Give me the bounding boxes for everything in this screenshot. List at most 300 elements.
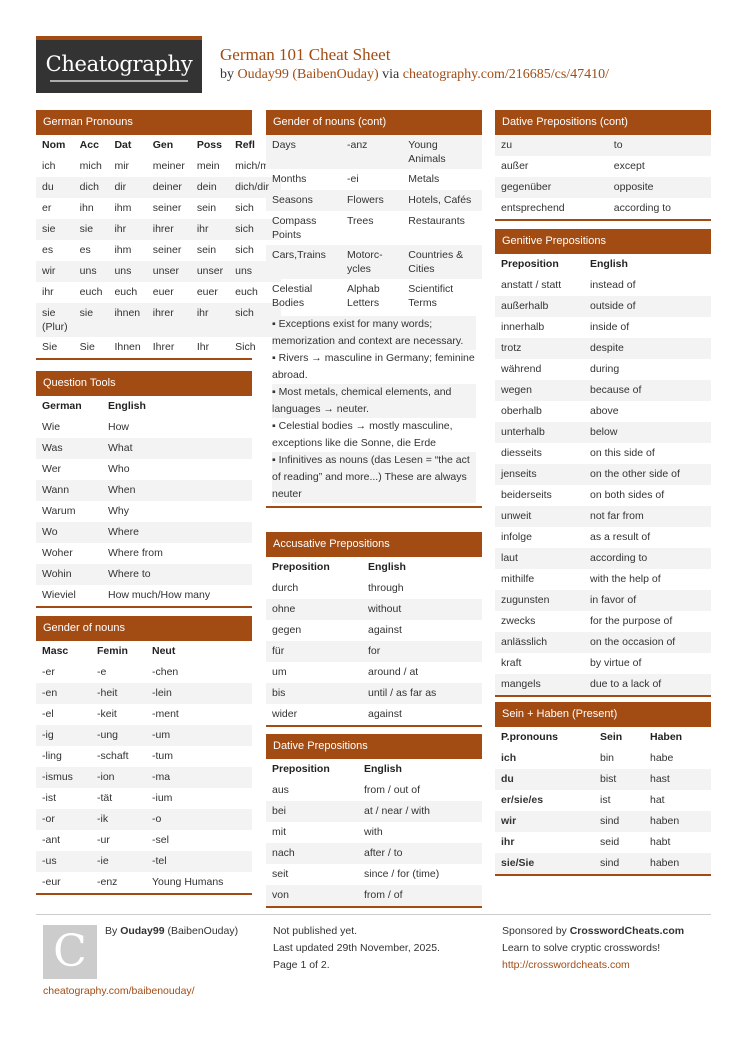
table-cell: ihm [114, 244, 132, 256]
profile-link[interactable]: cheatography.com/baibenouday/ [43, 985, 195, 997]
table-cell: mir [114, 160, 130, 172]
note-item: ▪ Rivers → masculine in Germany; feminine abroad. [272, 352, 475, 381]
table-cell: Young Humans [152, 876, 224, 888]
table-cell: nach [272, 847, 295, 859]
footer-author [105, 923, 238, 940]
table-cell: mich [79, 160, 102, 172]
gender-cont-rows [266, 135, 482, 313]
table-cell: ihr [196, 223, 209, 235]
table-cell: sich [235, 223, 254, 235]
table-cell: trotz [501, 342, 522, 354]
header-cell: Sein [600, 731, 623, 743]
table-row [36, 683, 252, 704]
table-cell: -el [42, 708, 54, 720]
table-cell: -eur [42, 876, 61, 888]
table-cell: Wie [42, 421, 61, 433]
footer-status [273, 923, 440, 974]
table-cell: wider [272, 708, 298, 720]
dative-cont-rows [495, 135, 711, 219]
table-cell: Sie [42, 341, 58, 353]
table-cell: meiner [152, 160, 185, 172]
accusative-rows [266, 578, 482, 725]
table-row [495, 790, 711, 811]
table-row [495, 611, 711, 632]
table-cell: Sich [235, 341, 256, 353]
table-cell: dir [114, 181, 127, 193]
table-row [36, 872, 252, 893]
table-cell: Wohin [42, 568, 72, 580]
table-cell: infolge [501, 531, 532, 543]
table-row [495, 275, 711, 296]
table-cell: according to [590, 552, 648, 564]
table-cell: through [368, 582, 404, 594]
table-cell: Wo [42, 526, 58, 538]
sponsor-name[interactable]: CrosswordCheats.com [569, 925, 685, 937]
sheet-url-link[interactable]: cheatography.com/216685/cs/47410/ [402, 67, 610, 82]
table-row [36, 501, 252, 522]
table-cell: von [272, 889, 289, 901]
table-header-row [495, 727, 711, 748]
table-cell: Warum [42, 505, 76, 517]
table-cell: euer [152, 286, 174, 298]
table-cell: -ion [97, 771, 115, 783]
table-row [266, 683, 482, 704]
table-cell: Wieviel [42, 589, 76, 601]
table-cell: to [613, 139, 623, 151]
table-cell: -ig [42, 729, 54, 741]
box-title: Genitive Prepositions [495, 229, 711, 254]
table-cell: habe [650, 752, 674, 764]
table-cell: -er [42, 666, 55, 678]
note-text: Rivers → masculine in Germany; feminine abroad. [272, 352, 475, 381]
table-cell: gegen [272, 624, 302, 636]
table-row [495, 422, 711, 443]
header-cell: English [368, 561, 406, 573]
table-row [495, 135, 711, 156]
table-cell: for the purpose of [590, 615, 673, 627]
table-cell: dich [79, 181, 99, 193]
header-cell: German [42, 400, 82, 412]
table-cell: -ium [152, 792, 173, 804]
sein-haben-box [495, 702, 711, 876]
author-link[interactable]: Ouday99 (BaibenOuday) [237, 67, 379, 82]
table-row [36, 417, 252, 438]
table-cell: zwecks [501, 615, 536, 627]
table-cell: ihrer [152, 223, 174, 235]
table-cell: sich [235, 307, 254, 319]
genitive-rows [495, 275, 711, 695]
table-cell: sie [79, 307, 94, 319]
author-avatar: C [43, 925, 97, 979]
header-cell: Poss [196, 139, 222, 151]
header-cell: Preposition [272, 763, 330, 775]
table-cell: wir [42, 265, 56, 277]
table-cell: um [272, 666, 287, 678]
table-cell: inside of [590, 321, 630, 333]
table-cell: Hotels, Cafés [408, 194, 472, 206]
table-cell: opposite [613, 181, 654, 193]
table-cell: from / out of [364, 784, 421, 796]
table-row [495, 769, 711, 790]
table-cell: -lein [152, 687, 172, 699]
logo-underline [50, 80, 188, 82]
gender-rows [36, 662, 252, 893]
footer-by-label: By [105, 925, 118, 937]
table-row [495, 177, 711, 198]
table-cell: mich/mir [235, 160, 275, 172]
table-cell: Months [272, 173, 307, 185]
table-header-row [495, 254, 711, 275]
table-cell: Ihr [196, 341, 210, 353]
table-cell: haben [650, 857, 680, 869]
table-cell: How much/How many [108, 589, 211, 601]
table-cell: during [590, 363, 620, 375]
dative-cont-table [495, 135, 711, 219]
note-text: Infinitives as nouns (das Lesen = “the act of reading” and more...) These are always neuter [272, 454, 470, 500]
table-cell: -ur [97, 834, 110, 846]
table-cell: according to [613, 202, 671, 214]
table-cell: außer [501, 160, 529, 172]
table-cell: -tel [152, 855, 167, 867]
table-header-row [266, 557, 482, 578]
table-cell: Cars,Trains [272, 249, 326, 261]
table-cell: except [613, 160, 645, 172]
table-cell: ihnen [114, 307, 141, 319]
table-row [495, 338, 711, 359]
table-cell: euch [235, 286, 258, 298]
footer-author-name[interactable]: Ouday99 [120, 925, 165, 937]
note-text: Exceptions exist for many words; memorization and context are necessary. [272, 318, 464, 347]
table-row [36, 788, 252, 809]
table-cell: anstatt / statt [501, 279, 562, 291]
table-cell: -ik [97, 813, 109, 825]
header-cell: Masc [42, 645, 69, 657]
table-cell: bin [600, 752, 615, 764]
via-label: via [382, 67, 400, 82]
table-cell: Celestial Bodies [272, 283, 313, 309]
table-cell: uns [79, 265, 97, 277]
table-cell: Motorc-ycles [347, 249, 383, 275]
table-cell: seid [600, 836, 620, 848]
table-cell: ihm [114, 202, 132, 214]
table-cell: beiderseits [501, 489, 552, 501]
table-cell: ihr [114, 223, 127, 235]
footer-sponsor [502, 923, 684, 974]
by-label: by [220, 67, 234, 82]
pronoun-rows [36, 156, 281, 358]
table-cell: -heit [97, 687, 118, 699]
table-cell: entsprechend [501, 202, 565, 214]
gender-table [36, 641, 252, 893]
dative-prepositions-box [266, 734, 482, 908]
table-cell: ihr [42, 286, 54, 298]
table-cell: hast [650, 773, 670, 785]
table-cell: -um [152, 729, 171, 741]
table-row [266, 801, 482, 822]
table-row [495, 569, 711, 590]
table-cell: due to a lack of [590, 678, 662, 690]
box-title: Gender of nouns (cont) [266, 110, 482, 135]
table-cell: Why [108, 505, 129, 517]
sein-haben-table [495, 727, 711, 874]
header-cell: Haben [650, 731, 683, 743]
cheatography-logo[interactable] [36, 36, 202, 93]
table-row [36, 261, 281, 282]
footer-author-handle: (BaibenOuday) [167, 925, 239, 937]
table-cell: Scientifict Terms [408, 283, 454, 309]
table-row [36, 522, 252, 543]
published-status: Not published yet. [273, 925, 358, 937]
table-row [36, 564, 252, 585]
table-row [36, 830, 252, 851]
question-rows [36, 417, 252, 606]
table-header-row [266, 759, 482, 780]
table-cell: sie/Sie [501, 857, 535, 869]
table-cell: -us [42, 855, 57, 867]
table-cell: wegen [501, 384, 532, 396]
table-cell: sein [196, 244, 217, 256]
table-row [266, 885, 482, 906]
table-cell: Wann [42, 484, 70, 496]
table-cell: es [42, 244, 54, 256]
table-cell: seiner [152, 202, 182, 214]
footer [36, 914, 711, 997]
sponsor-line [502, 923, 684, 940]
table-cell: -schaft [97, 750, 129, 762]
header-cell: Gen [152, 139, 174, 151]
table-cell: -tät [97, 792, 113, 804]
table-cell: -ant [42, 834, 61, 846]
table-row [495, 359, 711, 380]
table-cell: Sie [79, 341, 95, 353]
sein-haben-rows [495, 748, 711, 874]
table-cell: Days [272, 139, 296, 151]
table-row [495, 853, 711, 874]
table-cell: -keit [97, 708, 117, 720]
table-row [266, 620, 482, 641]
table-row [495, 156, 711, 177]
table-header-row [36, 135, 281, 156]
header-cell: Dat [114, 139, 132, 151]
table-cell: on the other side of [590, 468, 680, 480]
table-cell: outside of [590, 300, 636, 312]
table-cell: unterhalb [501, 426, 545, 438]
table-cell: du [42, 181, 54, 193]
table-cell: innerhalb [501, 321, 545, 333]
table-cell: jenseits [501, 468, 537, 480]
header-cell: Preposition [501, 258, 559, 270]
question-table [36, 396, 252, 606]
footer-profile [43, 983, 195, 1000]
table-row [495, 296, 711, 317]
table-row [495, 811, 711, 832]
german-pronouns-box [36, 110, 275, 360]
table-cell: Metals [408, 173, 440, 185]
table-cell: against [368, 624, 402, 636]
table-cell: ihn [79, 202, 94, 214]
table-cell: Compass Points [272, 215, 317, 241]
table-cell: -enz [97, 876, 118, 888]
table-cell: -anz [347, 139, 368, 151]
table-cell: sie [42, 223, 56, 235]
box-title: Dative Prepositions (cont) [495, 110, 711, 135]
accusative-table [266, 557, 482, 725]
table-cell: How [108, 421, 130, 433]
header-cell: Neut [152, 645, 176, 657]
table-cell: without [368, 603, 402, 615]
table-cell: durch [272, 582, 299, 594]
table-cell: er/sie/es [501, 794, 544, 806]
genitive-prepositions-box [495, 229, 711, 697]
table-row [36, 337, 281, 358]
header-cell: P.pronouns [501, 731, 558, 743]
table-row [36, 543, 252, 564]
sponsored-label: Sponsored by [502, 925, 567, 937]
table-cell: -e [97, 666, 107, 678]
note-item: ▪ Celestial bodies → mostly masculine, exceptions like die Sonne, die Erde [272, 420, 453, 449]
table-row [495, 832, 711, 853]
table-row [495, 506, 711, 527]
table-cell: -chen [152, 666, 179, 678]
table-row [36, 704, 252, 725]
table-row [266, 780, 482, 801]
table-cell: uns [235, 265, 253, 277]
table-row [495, 674, 711, 695]
table-cell: Was [42, 442, 63, 454]
table-cell: sie (Plur) [42, 307, 68, 333]
table-cell: below [590, 426, 618, 438]
table-cell: since / for (time) [364, 868, 440, 880]
gender-of-nouns-box [36, 616, 252, 895]
table-cell: by virtue of [590, 657, 642, 669]
table-cell: diesseits [501, 447, 542, 459]
header-cell: English [590, 258, 628, 270]
table-cell: ihr [501, 836, 515, 848]
box-title: German Pronouns [36, 110, 252, 135]
table-cell: above [590, 405, 619, 417]
table-cell: sind [600, 815, 620, 827]
table-row [495, 748, 711, 769]
table-cell: euch [114, 286, 138, 298]
table-row [266, 245, 482, 279]
table-row [36, 156, 281, 177]
table-row [36, 198, 281, 219]
table-row [495, 401, 711, 422]
table-cell: bis [272, 687, 286, 699]
table-row [36, 725, 252, 746]
table-row [36, 767, 252, 788]
table-cell: unweit [501, 510, 532, 522]
table-cell: du [501, 773, 514, 785]
table-cell: around / at [368, 666, 419, 678]
table-cell: während [501, 363, 542, 375]
table-cell: sich [235, 202, 254, 214]
table-cell: ich [42, 160, 56, 172]
table-row [36, 459, 252, 480]
table-cell: -tum [152, 750, 173, 762]
table-cell: anlässlich [501, 636, 548, 648]
table-cell: from / of [364, 889, 403, 901]
table-cell: euer [196, 286, 218, 298]
table-row [495, 443, 711, 464]
table-cell: -ei [347, 173, 359, 185]
table-cell: sind [600, 857, 620, 869]
table-cell: on this side of [590, 447, 655, 459]
accusative-prepositions-box [266, 532, 482, 727]
table-row [266, 190, 482, 211]
table-row [266, 662, 482, 683]
table-cell: unser [152, 265, 179, 277]
sponsor-tagline: Learn to solve cryptic crosswords! [502, 942, 661, 954]
header-cell: English [108, 400, 146, 412]
table-cell: -ling [42, 750, 62, 762]
table-cell: es [79, 244, 91, 256]
table-cell: für [272, 645, 285, 657]
pronouns-table [36, 135, 281, 358]
table-cell: When [108, 484, 136, 496]
header-cell: Preposition [272, 561, 330, 573]
question-tools-box [36, 371, 252, 608]
table-cell: -ma [152, 771, 171, 783]
table-row [495, 198, 711, 219]
table-cell: haben [650, 815, 680, 827]
table-row [36, 303, 281, 337]
table-cell: zu [501, 139, 513, 151]
note-item: ▪ Most metals, chemical elements, and languages → neuter. [272, 384, 476, 418]
table-row [36, 585, 252, 606]
table-cell: euch [79, 286, 103, 298]
table-cell: wir [501, 815, 517, 827]
table-cell: dich/dir [235, 181, 269, 193]
table-cell: Seasons [272, 194, 313, 206]
sponsor-link[interactable]: http://crosswordcheats.com [502, 959, 630, 971]
table-cell: -ismus [42, 771, 73, 783]
gender-cont-box [266, 110, 482, 508]
table-cell: seit [272, 868, 289, 880]
table-cell: Where from [108, 547, 163, 559]
table-cell: ihr [196, 307, 209, 319]
table-cell: Restaurants [408, 215, 465, 227]
box-title: Accusative Prepositions [266, 532, 482, 557]
table-cell: -sel [152, 834, 169, 846]
table-cell: er [42, 202, 52, 214]
table-cell: What [108, 442, 133, 454]
table-cell: oberhalb [501, 405, 542, 417]
table-row [36, 851, 252, 872]
note-text: Celestial bodies → mostly masculine, exceptions like die Sonne, die Erde [272, 420, 453, 449]
header-cell: Refl [235, 139, 255, 151]
table-cell: Flowers [347, 194, 384, 206]
table-cell: mit [272, 826, 286, 838]
table-cell: in favor of [590, 594, 637, 606]
note-text: Most metals, chemical elements, and languages → neuter. [272, 386, 452, 415]
table-cell: bist [600, 773, 617, 785]
table-row [36, 219, 281, 240]
table-cell: Young Animals [408, 139, 446, 165]
table-row [495, 380, 711, 401]
box-title: Question Tools [36, 371, 252, 396]
table-cell: ohne [272, 603, 296, 615]
table-cell: sich [235, 244, 254, 256]
table-row [266, 279, 482, 313]
logo-text: Cheatography [45, 52, 193, 76]
table-cell: aus [272, 784, 289, 796]
table-cell: kraft [501, 657, 522, 669]
box-title: Gender of nouns [36, 616, 252, 641]
page-number: Page 1 of 2. [273, 959, 330, 971]
table-cell: laut [501, 552, 518, 564]
table-cell: instead of [590, 279, 636, 291]
